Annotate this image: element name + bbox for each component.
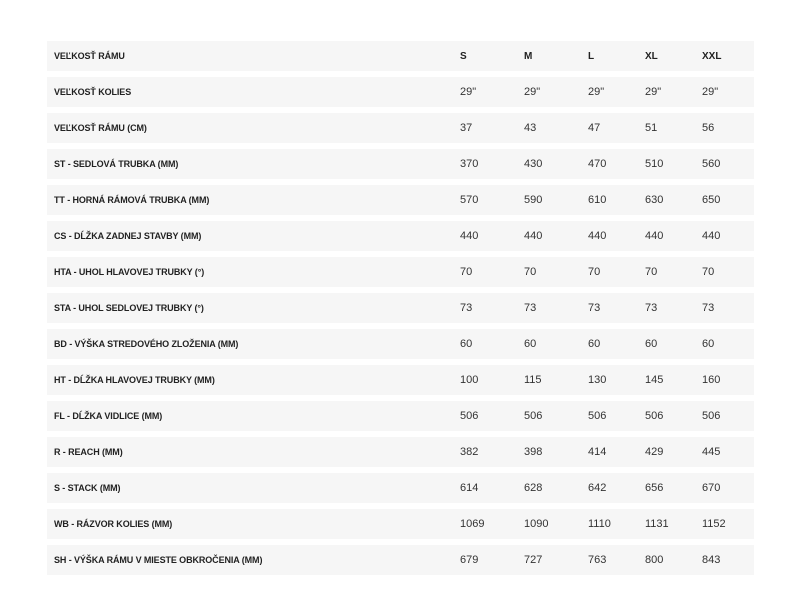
table-row — [47, 473, 754, 503]
row-value: 382 — [460, 446, 479, 458]
row-value: 60 — [645, 338, 658, 350]
header-label: VEĽKOSŤ RÁMU — [54, 51, 125, 61]
table-row — [47, 401, 754, 431]
row-value: 73 — [588, 302, 601, 314]
row-value: 628 — [524, 482, 543, 494]
row-value: 1090 — [524, 518, 549, 530]
row-value: 440 — [645, 230, 664, 242]
row-value: 560 — [702, 158, 721, 170]
row-value: 763 — [588, 554, 607, 566]
row-value: 506 — [588, 410, 607, 422]
row-label: FL - DĹŽKA VIDLICE (MM) — [54, 411, 163, 421]
row-value: 506 — [645, 410, 664, 422]
row-label: BD - VÝŠKA STREDOVÉHO ZLOŽENIA (MM) — [54, 339, 239, 349]
row-label: TT - HORNÁ RÁMOVÁ TRUBKA (MM) — [54, 195, 210, 205]
row-value: 29" — [588, 86, 605, 98]
row-value: 51 — [645, 122, 658, 134]
row-value: 440 — [524, 230, 543, 242]
row-value: 650 — [702, 194, 721, 206]
row-label: ST - SEDLOVÁ TRUBKA (MM) — [54, 159, 179, 169]
row-value: 70 — [702, 266, 715, 278]
row-value: 73 — [460, 302, 473, 314]
row-value: 60 — [524, 338, 537, 350]
row-label: HT - DĹŽKA HLAVOVEJ TRUBKY (MM) — [54, 375, 215, 385]
header-size-s: S — [460, 50, 467, 62]
header-size-xxl: XXL — [702, 50, 722, 62]
row-value: 43 — [524, 122, 537, 134]
row-value: 470 — [588, 158, 607, 170]
row-value: 440 — [588, 230, 607, 242]
table-row — [47, 365, 754, 395]
table-row — [47, 437, 754, 467]
row-value: 130 — [588, 374, 607, 386]
table-row — [47, 149, 754, 179]
table-row — [47, 329, 754, 359]
table-row — [47, 77, 754, 107]
row-value: 29" — [645, 86, 662, 98]
row-value: 70 — [588, 266, 601, 278]
row-value: 370 — [460, 158, 479, 170]
row-label: HTA - UHOL HLAVOVEJ TRUBKY (°) — [54, 267, 205, 277]
row-value: 60 — [588, 338, 601, 350]
row-value: 610 — [588, 194, 607, 206]
row-value: 642 — [588, 482, 607, 494]
table-row — [47, 545, 754, 575]
row-value: 1152 — [702, 518, 726, 530]
row-value: 70 — [460, 266, 473, 278]
row-value: 29" — [524, 86, 541, 98]
row-value: 510 — [645, 158, 664, 170]
table-row — [47, 509, 754, 539]
row-value: 445 — [702, 446, 721, 458]
row-value: 506 — [460, 410, 479, 422]
row-value: 679 — [460, 554, 479, 566]
row-value: 70 — [524, 266, 537, 278]
row-value: 800 — [645, 554, 664, 566]
row-value: 70 — [645, 266, 658, 278]
row-value: 656 — [645, 482, 664, 494]
row-value: 73 — [524, 302, 537, 314]
row-label: VEĽKOSŤ RÁMU (CM) — [54, 123, 147, 133]
row-value: 590 — [524, 194, 543, 206]
table-row — [47, 293, 754, 323]
row-label: WB - RÁZVOR KOLIES (MM) — [54, 519, 173, 529]
table-row — [47, 257, 754, 287]
table-row — [47, 185, 754, 215]
row-label: STA - UHOL SEDLOVEJ TRUBKY (°) — [54, 303, 204, 313]
row-value: 843 — [702, 554, 721, 566]
row-value: 614 — [460, 482, 479, 494]
row-label: R - REACH (MM) — [54, 447, 123, 457]
row-value: 506 — [524, 410, 543, 422]
row-value: 29" — [460, 86, 477, 98]
row-value: 570 — [460, 194, 479, 206]
row-value: 430 — [524, 158, 543, 170]
row-value: 506 — [702, 410, 721, 422]
row-value: 630 — [645, 194, 664, 206]
row-value: 47 — [588, 122, 601, 134]
row-value: 440 — [460, 230, 479, 242]
row-value: 115 — [524, 374, 542, 386]
row-value: 398 — [524, 446, 543, 458]
row-label: S - STACK (MM) — [54, 483, 121, 493]
row-value: 29" — [702, 86, 719, 98]
row-value: 60 — [702, 338, 715, 350]
header-size-l: L — [588, 50, 595, 62]
table-body — [47, 77, 754, 575]
row-label: VEĽKOSŤ KOLIES — [54, 87, 132, 97]
row-label: SH - VÝŠKA RÁMU V MIESTE OBKROČENIA (MM) — [54, 555, 263, 565]
row-value: 1131 — [645, 518, 669, 530]
row-value: 440 — [702, 230, 721, 242]
row-value: 670 — [702, 482, 721, 494]
row-value: 60 — [460, 338, 473, 350]
row-value: 73 — [645, 302, 658, 314]
row-value: 160 — [702, 374, 721, 386]
geometry-table — [47, 41, 754, 581]
row-value: 1069 — [460, 518, 485, 530]
table-row — [47, 113, 754, 143]
row-value: 429 — [645, 446, 664, 458]
header-size-xl: XL — [645, 50, 658, 62]
row-value: 414 — [588, 446, 607, 458]
row-value: 145 — [645, 374, 664, 386]
row-value: 727 — [524, 554, 543, 566]
header-size-m: M — [524, 50, 533, 62]
row-value: 37 — [460, 122, 473, 134]
table-header-row — [47, 41, 754, 71]
row-label: CS - DĹŽKA ZADNEJ STAVBY (MM) — [54, 231, 202, 241]
row-value: 1110 — [588, 518, 611, 530]
table-row — [47, 221, 754, 251]
row-value: 73 — [702, 302, 715, 314]
row-value: 56 — [702, 122, 715, 134]
row-value: 100 — [460, 374, 479, 386]
